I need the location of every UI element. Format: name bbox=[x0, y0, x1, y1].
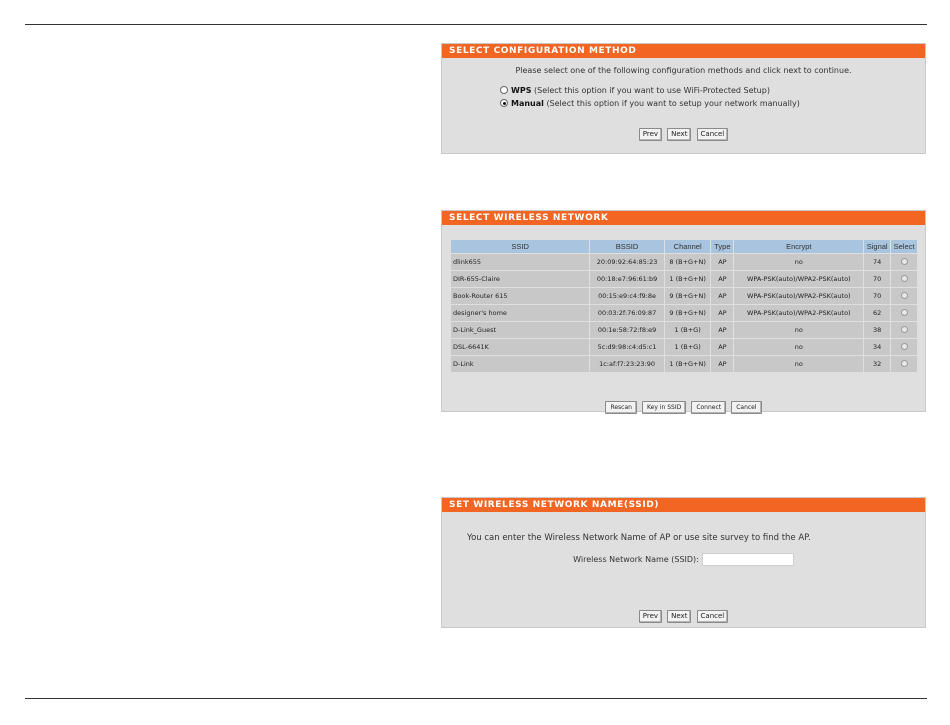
ssid-field-row bbox=[442, 553, 925, 566]
network-table bbox=[450, 239, 918, 373]
cell-type: AP bbox=[711, 288, 733, 304]
manual-option-label: Manual bbox=[511, 99, 544, 108]
cell-select bbox=[891, 339, 917, 355]
cell-encrypt: no bbox=[734, 322, 863, 338]
cell-type: AP bbox=[711, 356, 733, 372]
cell-type: AP bbox=[711, 322, 733, 338]
cell-bssid: 1c:af:f7:23:23:90 bbox=[590, 356, 664, 372]
select-radio[interactable] bbox=[901, 360, 908, 367]
cell-signal: 74 bbox=[864, 254, 890, 270]
cell-ssid: D-Link_Guest bbox=[451, 322, 589, 338]
table-row[interactable] bbox=[451, 305, 917, 321]
cell-bssid: 00:1e:58:72:f8:e9 bbox=[590, 322, 664, 338]
cell-ssid: designer's home bbox=[451, 305, 589, 321]
cancel-button[interactable]: Cancel bbox=[697, 610, 729, 623]
cell-ssid: dlink655 bbox=[451, 254, 589, 270]
select-radio[interactable] bbox=[901, 258, 908, 265]
cell-channel: 1 (B+G+N) bbox=[665, 356, 711, 372]
table-row[interactable] bbox=[451, 322, 917, 338]
cell-signal: 38 bbox=[864, 322, 890, 338]
cell-bssid: 00:03:2f:76:09:87 bbox=[590, 305, 664, 321]
wps-option[interactable] bbox=[500, 84, 925, 97]
config-method-title: SELECT CONFIGURATION METHOD bbox=[442, 44, 925, 58]
cell-channel: 1 (B+G) bbox=[665, 322, 711, 338]
bottom-divider bbox=[25, 698, 927, 699]
col-signal-header: Signal bbox=[864, 240, 890, 253]
select-radio[interactable] bbox=[901, 309, 908, 316]
cell-select bbox=[891, 322, 917, 338]
cell-encrypt: WPA-PSK(auto)/WPA2-PSK(auto) bbox=[734, 288, 863, 304]
rescan-button[interactable]: Rescan bbox=[605, 401, 637, 414]
cell-select bbox=[891, 305, 917, 321]
cell-signal: 34 bbox=[864, 339, 890, 355]
table-row[interactable] bbox=[451, 254, 917, 270]
select-radio[interactable] bbox=[901, 326, 908, 333]
cancel-button[interactable]: Cancel bbox=[697, 128, 729, 141]
table-row[interactable] bbox=[451, 339, 917, 355]
cell-encrypt: no bbox=[734, 339, 863, 355]
cell-encrypt: no bbox=[734, 356, 863, 372]
cell-signal: 32 bbox=[864, 356, 890, 372]
cell-ssid: DSL-6641K bbox=[451, 339, 589, 355]
col-channel-header: Channel bbox=[665, 240, 711, 253]
cell-channel: 1 (B+G) bbox=[665, 339, 711, 355]
cell-signal: 70 bbox=[864, 288, 890, 304]
cell-select bbox=[891, 356, 917, 372]
cell-type: AP bbox=[711, 305, 733, 321]
select-radio[interactable] bbox=[901, 343, 908, 350]
ssid-setup-panel bbox=[441, 497, 926, 628]
next-button[interactable]: Next bbox=[667, 610, 691, 623]
cell-bssid: 00:15:e9:c4:f9:8e bbox=[590, 288, 664, 304]
wps-option-desc: (Select this option if you want to use WiFi-Protected Setup) bbox=[534, 86, 770, 95]
manual-radio[interactable] bbox=[500, 99, 508, 107]
cell-channel: 9 (B+G+N) bbox=[665, 288, 711, 304]
cell-bssid: 5c:d9:98:c4:d5:c1 bbox=[590, 339, 664, 355]
top-divider bbox=[25, 24, 927, 25]
cell-ssid: Book-Router 615 bbox=[451, 288, 589, 304]
ssid-input[interactable] bbox=[702, 553, 794, 566]
manual-option[interactable] bbox=[500, 97, 925, 110]
col-ssid-header: SSID bbox=[451, 240, 589, 253]
cell-encrypt: WPA-PSK(auto)/WPA2-PSK(auto) bbox=[734, 271, 863, 287]
cell-select bbox=[891, 288, 917, 304]
cell-bssid: 00:18:e7:96:61:b9 bbox=[590, 271, 664, 287]
cancel-button[interactable]: Cancel bbox=[731, 401, 761, 414]
select-radio[interactable] bbox=[901, 275, 908, 282]
wps-radio[interactable] bbox=[500, 86, 508, 94]
config-method-panel bbox=[441, 43, 926, 154]
wireless-network-panel bbox=[441, 210, 926, 412]
ssid-setup-buttons bbox=[442, 603, 925, 623]
col-bssid-header: BSSID bbox=[590, 240, 664, 253]
ssid-setup-intro: You can enter the Wireless Network Name of AP or use site survey to find the AP. bbox=[467, 533, 811, 543]
col-type-header: Type bbox=[711, 240, 733, 253]
table-row[interactable] bbox=[451, 288, 917, 304]
cell-signal: 62 bbox=[864, 305, 890, 321]
manual-option-desc: (Select this option if you want to setup your network manually) bbox=[546, 99, 800, 108]
connect-button[interactable]: Connect bbox=[691, 401, 726, 414]
cell-select bbox=[891, 271, 917, 287]
cell-type: AP bbox=[711, 254, 733, 270]
ssid-field-label: Wireless Network Name (SSID): bbox=[573, 555, 699, 564]
cell-ssid: D-Link bbox=[451, 356, 589, 372]
config-method-buttons bbox=[442, 121, 925, 141]
col-select-header: Select bbox=[891, 240, 917, 253]
cell-ssid: DIR-655-Claire bbox=[451, 271, 589, 287]
wps-option-label: WPS bbox=[511, 86, 532, 95]
wireless-network-title: SELECT WIRELESS NETWORK bbox=[442, 211, 925, 225]
ssid-setup-title: SET WIRELESS NETWORK NAME(SSID) bbox=[442, 498, 925, 512]
cell-channel: 8 (B+G+N) bbox=[665, 254, 711, 270]
table-header-row bbox=[451, 240, 917, 253]
cell-type: AP bbox=[711, 339, 733, 355]
key-in-ssid-button[interactable]: Key in SSID bbox=[642, 401, 686, 414]
cell-select bbox=[891, 254, 917, 270]
next-button[interactable]: Next bbox=[667, 128, 691, 141]
cell-encrypt: no bbox=[734, 254, 863, 270]
cell-signal: 70 bbox=[864, 271, 890, 287]
prev-button[interactable]: Prev bbox=[639, 610, 662, 623]
config-method-intro: Please select one of the following configuration methods and click next to continue. bbox=[515, 66, 852, 75]
select-radio[interactable] bbox=[901, 292, 908, 299]
cell-channel: 1 (B+G+N) bbox=[665, 271, 711, 287]
cell-bssid: 20:09:92:64:85:23 bbox=[590, 254, 664, 270]
wireless-network-buttons bbox=[442, 394, 925, 414]
table-row[interactable] bbox=[451, 356, 917, 372]
table-row[interactable] bbox=[451, 271, 917, 287]
cell-channel: 9 (B+G+N) bbox=[665, 305, 711, 321]
cell-type: AP bbox=[711, 271, 733, 287]
prev-button[interactable]: Prev bbox=[639, 128, 662, 141]
col-encrypt-header: Encrypt bbox=[734, 240, 863, 253]
cell-encrypt: WPA-PSK(auto)/WPA2-PSK(auto) bbox=[734, 305, 863, 321]
